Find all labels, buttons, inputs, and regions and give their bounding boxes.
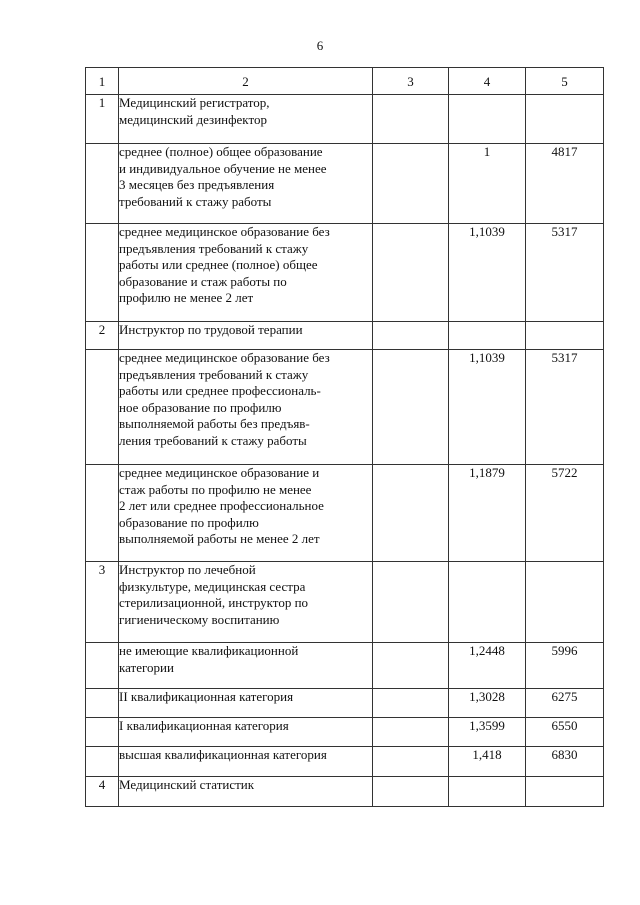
row-number: 4 — [86, 777, 119, 807]
salary-cell — [526, 777, 604, 807]
column-3-cell — [373, 350, 449, 465]
column-3-cell — [373, 747, 449, 777]
qualification-requirement: среднее медицинское образование без предъявления требований к стажу работы или среднее (полное) общее образование и стаж работы по профилю не менее 2 лет — [119, 224, 373, 322]
position-title: Инструктор по трудовой терапии — [119, 322, 373, 350]
salary-cell: 4817 — [526, 144, 604, 224]
column-header-1: 1 — [86, 68, 119, 95]
table-row — [86, 718, 604, 747]
qualification-category: I квалификационная категория — [119, 718, 373, 747]
table-row — [86, 747, 604, 777]
salary-cell: 5317 — [526, 224, 604, 322]
column-3-cell — [373, 322, 449, 350]
column-3-cell — [373, 465, 449, 562]
row-number — [86, 689, 119, 718]
table-row — [86, 322, 604, 350]
column-header-5: 5 — [526, 68, 604, 95]
column-3-cell — [373, 562, 449, 643]
position-title: Медицинский регистратор, медицинский дезинфектор — [119, 95, 373, 144]
salary-cell: 5722 — [526, 465, 604, 562]
column-3-cell — [373, 643, 449, 689]
qualification-category: не имеющие квалификационной категории — [119, 643, 373, 689]
column-header-3: 3 — [373, 68, 449, 95]
column-3-cell — [373, 144, 449, 224]
qualification-requirement: среднее медицинское образование без предъявления требований к стажу работы или среднее профессиональ- ное образование по профилю выполняемой работы без предъяв- ления требований к стажу работы — [119, 350, 373, 465]
column-3-cell — [373, 224, 449, 322]
salary-cell: 5317 — [526, 350, 604, 465]
coefficient-cell — [449, 322, 526, 350]
row-number: 1 — [86, 95, 119, 144]
table-header-row — [86, 68, 604, 95]
coefficient-cell: 1,1879 — [449, 465, 526, 562]
row-number: 2 — [86, 322, 119, 350]
table-row — [86, 777, 604, 807]
table-row — [86, 350, 604, 465]
column-3-cell — [373, 777, 449, 807]
salary-cell: 6830 — [526, 747, 604, 777]
coefficient-cell: 1,3028 — [449, 689, 526, 718]
salary-cell — [526, 562, 604, 643]
coefficient-cell: 1,3599 — [449, 718, 526, 747]
row-number — [86, 747, 119, 777]
row-number — [86, 224, 119, 322]
column-header-2: 2 — [119, 68, 373, 95]
table-row — [86, 643, 604, 689]
salary-cell — [526, 322, 604, 350]
row-number — [86, 643, 119, 689]
table-row — [86, 224, 604, 322]
qualification-requirement: среднее медицинское образование и стаж работы по профилю не менее 2 лет или среднее профессиональное образование по профилю выполняемой работы не менее 2 лет — [119, 465, 373, 562]
coefficient-cell — [449, 777, 526, 807]
qualification-category: высшая квалификационная категория — [119, 747, 373, 777]
column-3-cell — [373, 95, 449, 144]
qualification-category: II квалификационная категория — [119, 689, 373, 718]
row-number — [86, 144, 119, 224]
column-header-4: 4 — [449, 68, 526, 95]
page-number: 6 — [316, 38, 324, 53]
row-number — [86, 350, 119, 465]
salary-cell: 6550 — [526, 718, 604, 747]
table-row — [86, 95, 604, 144]
coefficient-cell — [449, 562, 526, 643]
coefficient-cell: 1,1039 — [449, 224, 526, 322]
column-3-cell — [373, 718, 449, 747]
row-number — [86, 718, 119, 747]
salary-coefficient-table — [85, 67, 604, 807]
position-title: Медицинский статистик — [119, 777, 373, 807]
table-row — [86, 689, 604, 718]
coefficient-cell: 1,1039 — [449, 350, 526, 465]
qualification-requirement: среднее (полное) общее образование и индивидуальное обучение не менее 3 месяцев без предъявления требований к стажу работы — [119, 144, 373, 224]
table-row — [86, 465, 604, 562]
row-number — [86, 465, 119, 562]
coefficient-cell: 1 — [449, 144, 526, 224]
salary-cell — [526, 95, 604, 144]
position-title: Инструктор по лечебной физкультуре, медицинская сестра стерилизационной, инструктор по гигиеническому воспитанию — [119, 562, 373, 643]
coefficient-cell: 1,2448 — [449, 643, 526, 689]
salary-cell: 6275 — [526, 689, 604, 718]
table-row — [86, 144, 604, 224]
row-number: 3 — [86, 562, 119, 643]
column-3-cell — [373, 689, 449, 718]
salary-cell: 5996 — [526, 643, 604, 689]
coefficient-cell: 1,418 — [449, 747, 526, 777]
table-row — [86, 562, 604, 643]
coefficient-cell — [449, 95, 526, 144]
